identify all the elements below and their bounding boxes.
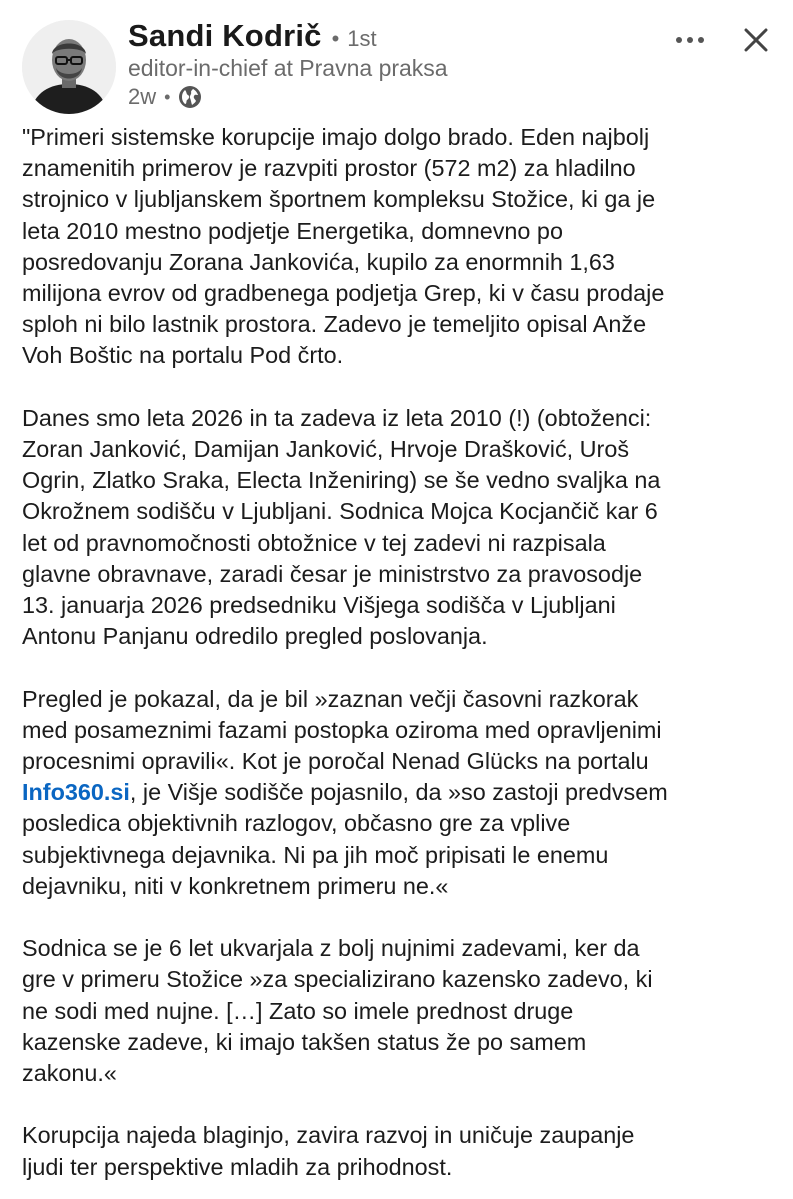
post-paragraph xyxy=(22,933,782,1089)
post-time: 2w xyxy=(128,84,157,109)
post-paragraph xyxy=(22,403,782,653)
info360-link[interactable]: Info360.si xyxy=(22,779,130,806)
text-line: ljudi ter perspektive mladih za prihodnost. xyxy=(22,1153,453,1180)
text-line: strojnico v ljubljanskem športnem kompleksu Stožice, ki ga je xyxy=(22,186,656,213)
text-line: procesnimi opravili«. Kot je poročal Nenad Glücks na portalu xyxy=(22,748,649,775)
globe-icon xyxy=(178,85,202,109)
text-line-with-link xyxy=(22,777,782,808)
connection-degree: 1st xyxy=(347,26,377,51)
text-line: zakonu.« xyxy=(22,1060,117,1087)
text-line: Zoran Janković, Damijan Janković, Hrvoje Drašković, Uroš xyxy=(22,436,630,463)
close-button[interactable] xyxy=(736,20,776,60)
text-line: let od pravnomočnosti obtožnice v tej zadevi ni razpisala xyxy=(22,529,606,556)
avatar-photo xyxy=(22,20,116,114)
meta-separator: • xyxy=(164,86,171,107)
text-line: gre v primeru Stožice »za specializirano kazensko zadevo, ki xyxy=(22,966,653,993)
text-line: znamenitih primerov je razvpiti prostor (572 m2) za hladilno xyxy=(22,155,636,182)
text-line: Danes smo leta 2026 in ta zadeva iz leta 2010 (!) (obtoženci: xyxy=(22,404,652,431)
text-line: Korupcija najeda blaginjo, zavira razvoj in uničuje zaupanje xyxy=(22,1122,635,1149)
text-line: dejavniku, niti v konkretnem primeru ne.« xyxy=(22,872,449,899)
post-meta xyxy=(128,83,202,111)
text-after-link: , je Višje sodišče pojasnilo, da »so zastoji predvsem xyxy=(129,779,668,806)
post-paragraph xyxy=(22,1120,782,1182)
text-line: med posameznimi fazami postopka oziroma med opravljenimi xyxy=(22,716,662,743)
text-line: kazenske zadeve, ki imajo takšen status že po samem xyxy=(22,1028,587,1055)
close-icon xyxy=(743,27,769,53)
post-header xyxy=(0,0,793,120)
text-line: glavne obravnave, zaradi česar je ministrstvo za pravosodje xyxy=(22,560,643,587)
text-line: Sodnica se je 6 let ukvarjala z bolj nujnimi zadevami, ker da xyxy=(22,935,640,962)
text-line: ne sodi med nujne. […] Zato so imele prednost druge xyxy=(22,997,574,1024)
more-dots-icon xyxy=(675,36,705,44)
more-options-button[interactable] xyxy=(672,22,708,58)
post-paragraph xyxy=(22,684,782,902)
text-line: sploh ni bilo lastnik prostora. Zadevo je temeljito opisal Anže xyxy=(22,311,647,338)
text-line: "Primeri sistemske korupcije imajo dolgo brado. Eden najbolj xyxy=(22,124,650,150)
text-line: subjektivnega dejavnika. Ni pa jih moč pripisati le enemu xyxy=(22,841,609,868)
author-name-row xyxy=(128,18,377,54)
text-line: 13. januarja 2026 predsedniku Višjega sodišča v Ljubljani xyxy=(22,592,616,619)
text-line: Voh Boštic na portalu Pod črto. xyxy=(22,342,344,369)
avatar[interactable] xyxy=(22,20,116,114)
name-separator: • xyxy=(331,26,340,51)
text-line: milijona evrov od gradbenega podjetja Grep, ki v času prodaje xyxy=(22,280,665,307)
text-line: posledica objektivnih razlogov, občasno gre za vplive xyxy=(22,810,571,837)
text-line: Okrožnem sodišču v Ljubljani. Sodnica Mojca Kocjančič kar 6 xyxy=(22,498,658,525)
text-line: posredovanju Zorana Jankovića, kupilo za enormnih 1,63 xyxy=(22,248,615,275)
text-line: Antonu Panjanu odredilo pregled poslovanja. xyxy=(22,623,488,650)
text-line: Pregled je pokazal, da je bil »zaznan večji časovni razkorak xyxy=(22,685,639,712)
post-paragraph xyxy=(22,122,782,372)
author-headline: editor-in-chief at Pravna praksa xyxy=(128,55,448,81)
text-line: leta 2010 mestno podjetje Energetika, domnevno po xyxy=(22,217,563,244)
text-line: Ogrin, Zlatko Sraka, Electa Inženiring) se še vedno svaljka na xyxy=(22,467,661,494)
author-name[interactable]: Sandi Kodrič xyxy=(128,18,322,53)
post-body xyxy=(22,122,782,1199)
